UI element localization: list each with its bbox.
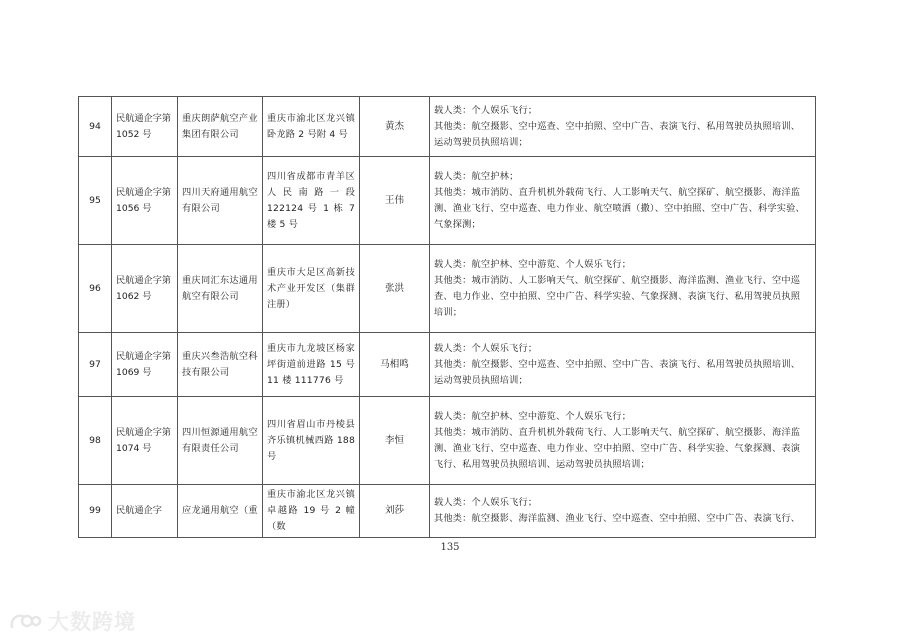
business-scope: [430, 333, 816, 397]
scope-line: 测、渔业飞行、空中巡查、电力作业、航空喷洒（撒）、空中拍照、空中广告、科学实验、: [434, 202, 805, 214]
company-name: 重庆朗萨航空产业集团有限公司: [178, 97, 263, 157]
legal-representative: 马相鸣: [360, 333, 430, 397]
company-address: 重庆市渝北区龙兴镇卧龙路 2 号附 4 号: [263, 97, 360, 157]
business-scope: [430, 97, 816, 157]
row-number: 98: [79, 397, 112, 485]
logo-icon: [8, 609, 42, 633]
business-scope: [430, 157, 816, 245]
scope-line: 其他类：城市消防、直升机机外载荷飞行、人工影响天气、航空探矿、航空摄影、海洋监: [434, 426, 801, 438]
row-number: 97: [79, 333, 112, 397]
watermark: [8, 606, 136, 636]
scope-line: 载人类：个人娱乐飞行；: [434, 104, 538, 116]
row-number: 96: [79, 245, 112, 333]
permit-number: 民航通企字第 1052 号: [112, 97, 178, 157]
business-scope: [430, 245, 816, 333]
table-row: [79, 245, 816, 333]
company-name: 四川天府通用航空有限公司: [178, 157, 263, 245]
business-scope: [430, 397, 816, 485]
scope-line: 其他类：航空摄影、海洋监测、渔业飞行、空中巡查、空中拍照、空中广告、表演飞行、: [434, 513, 801, 524]
row-number: 99: [79, 485, 112, 538]
company-address: 重庆市渝北区龙兴镇卓越路 19 号 2 幢（数: [263, 485, 360, 538]
legal-representative: 李恒: [360, 397, 430, 485]
permit-number: 民航通企字第 1056 号: [112, 157, 178, 245]
company-address: 四川省眉山市丹棱县齐乐镇机械西路 188 号: [263, 397, 360, 485]
table-row: [79, 485, 816, 538]
permit-number: 民航通企字: [112, 485, 178, 538]
company-address: 重庆市九龙坡区杨家坪街道前进路 15 号 11 楼 111776 号: [263, 333, 360, 397]
company-address: 四川省成都市青羊区人民南路一段 122124 号 1 栋 7 楼 5 号: [263, 157, 360, 245]
table-row: [79, 97, 816, 157]
legal-representative: 张洪: [360, 245, 430, 333]
registry-table: [78, 96, 816, 538]
scope-line: 其他类：城市消防、直升机机外载荷飞行、人工影响天气、航空探矿、航空摄影、海洋监: [434, 186, 801, 198]
scope-line: 运动驾驶员执照培训；: [434, 374, 528, 386]
registry-table-body: [79, 97, 816, 538]
table-row: [79, 333, 816, 397]
scope-line: 载人类：个人娱乐飞行；: [434, 342, 538, 354]
table-row: [79, 397, 816, 485]
scope-line: 载人类：航空护林、空中游览、个人娱乐飞行；: [434, 258, 632, 270]
legal-representative: 黄杰: [360, 97, 430, 157]
scope-line: 查、电力作业、空中拍照、空中广告、科学实验、气象探测、表演飞行、私用驾驶员执照: [434, 290, 801, 302]
permit-number: 民航通企字第 1062 号: [112, 245, 178, 333]
scope-line: 载人类：个人娱乐飞行；: [434, 497, 538, 508]
row-number: 94: [79, 97, 112, 157]
scope-line: 气象探测；: [434, 218, 481, 230]
scope-line: 其他类：城市消防、人工影响天气、航空探矿、航空摄影、海洋监测、渔业飞行、空中巡: [434, 274, 801, 286]
scope-line: 载人类：航空护林、空中游览、个人娱乐飞行；: [434, 410, 632, 422]
scope-line: 其他类：航空摄影、空中巡查、空中拍照、空中广告、表演飞行、私用驾驶员执照培训、: [434, 120, 801, 132]
scope-line: 运动驾驶员执照培训；: [434, 136, 528, 148]
company-name: 重庆兴叁浩航空科技有限公司: [178, 333, 263, 397]
scope-line: 载人类：航空护林；: [434, 170, 519, 182]
page-number: 135: [440, 542, 460, 553]
permit-number: 民航通企字第 1069 号: [112, 333, 178, 397]
permit-number: 民航通企字第 1074 号: [112, 397, 178, 485]
legal-representative: 王伟: [360, 157, 430, 245]
row-number: 95: [79, 157, 112, 245]
table-row: [79, 157, 816, 245]
scope-line: 测、渔业飞行、空中巡查、电力作业、空中拍照、空中广告、科学实验、气象探测、表演: [434, 442, 801, 454]
company-address: 重庆市大足区高新技术产业开发区（集群注册）: [263, 245, 360, 333]
scope-line: 飞行、私用驾驶员执照培训、运动驾驶员执照培训；: [434, 458, 650, 470]
business-scope: [430, 485, 816, 538]
legal-representative: 刘莎: [360, 485, 430, 538]
scope-line: 其他类：航空摄影、空中巡查、空中拍照、空中广告、表演飞行、私用驾驶员执照培训、: [434, 358, 801, 370]
company-name: 应龙通用航空（重: [178, 485, 263, 538]
company-name: 四川恒源通用航空有限责任公司: [178, 397, 263, 485]
company-name: 重庆同汇东达通用航空有限公司: [178, 245, 263, 333]
watermark-text: 大数跨境: [48, 610, 136, 634]
scope-line: 培训；: [434, 306, 463, 318]
